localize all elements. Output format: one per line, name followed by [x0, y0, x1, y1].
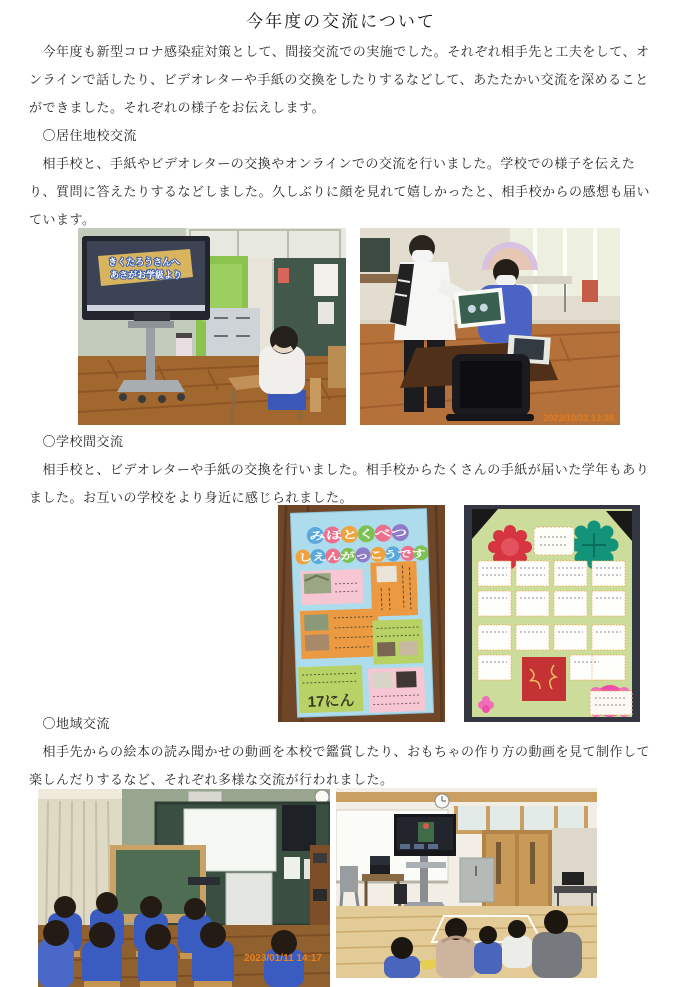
section-heading-resident: 〇居住地校交流	[29, 128, 138, 143]
photo-classroom-tv	[78, 228, 346, 425]
photo-timestamp: 2023/01/11 14:17	[244, 953, 322, 964]
section-body-community: 相手先からの絵本の読み聞かせの動画を本校で鑑賞したり、おもちゃの作り方の動画を見て制作して楽しんだりするなど、それぞれ多様な交流が行われました。	[29, 744, 651, 787]
photo-poster-green-image	[464, 505, 640, 722]
tv-message-line2: あさがお学級より	[109, 270, 183, 280]
photo-tablet-share-image	[360, 228, 620, 425]
poster-title-line2: しえんがっこうです	[297, 550, 389, 565]
photo-hall-video-image	[336, 788, 597, 978]
section-heading-community: 〇地域交流	[29, 716, 111, 731]
photo-classroom-tv-image	[78, 228, 346, 425]
photo-poster-blue	[278, 505, 445, 722]
red-square-cutout	[522, 657, 566, 701]
poster-count-label: 17にん	[307, 692, 355, 711]
photo-timestamp: 2022/10/31 13:35	[543, 413, 614, 423]
photo-poster-green	[464, 505, 640, 722]
tv-message-line1: きくたろうさんへ	[108, 257, 180, 267]
section-body-interschool: 相手校と、ビデオレターや手紙の交換を行いました。相手校からたくさんの手紙が届いた学年もありました。お互いの学校をより身近に感じられました。	[29, 462, 650, 505]
poster-title-line1: みほとくべつ	[309, 528, 376, 543]
photo-classroom-video-image	[38, 789, 330, 987]
section-body-resident: 相手校と、手紙やビデオレターの交換やオンラインでの交流を行いました。学校での様子を伝えたり、質問に答えたりするなどしました。久しぶりに顔を見れて嬉しかったと、相手校からの感想も届いています。	[29, 156, 651, 227]
photo-hall-video	[336, 788, 597, 978]
photo-poster-blue-image	[278, 505, 445, 722]
photo-tablet-share	[360, 228, 620, 425]
page-title: 今年度の交流について	[246, 12, 436, 31]
section-heading-interschool: 〇学校間交流	[29, 434, 124, 449]
photo-classroom-video	[38, 789, 330, 987]
intro-paragraph: 今年度も新型コロナ感染症対策として、間接交流での実施でした。それぞれ相手先と工夫をして、オンラインで話したり、ビデオレターや手紙の交換をしたりするなどして、あたたかい交流を深めることができました。それぞれの様子をお伝えします。	[29, 44, 650, 115]
